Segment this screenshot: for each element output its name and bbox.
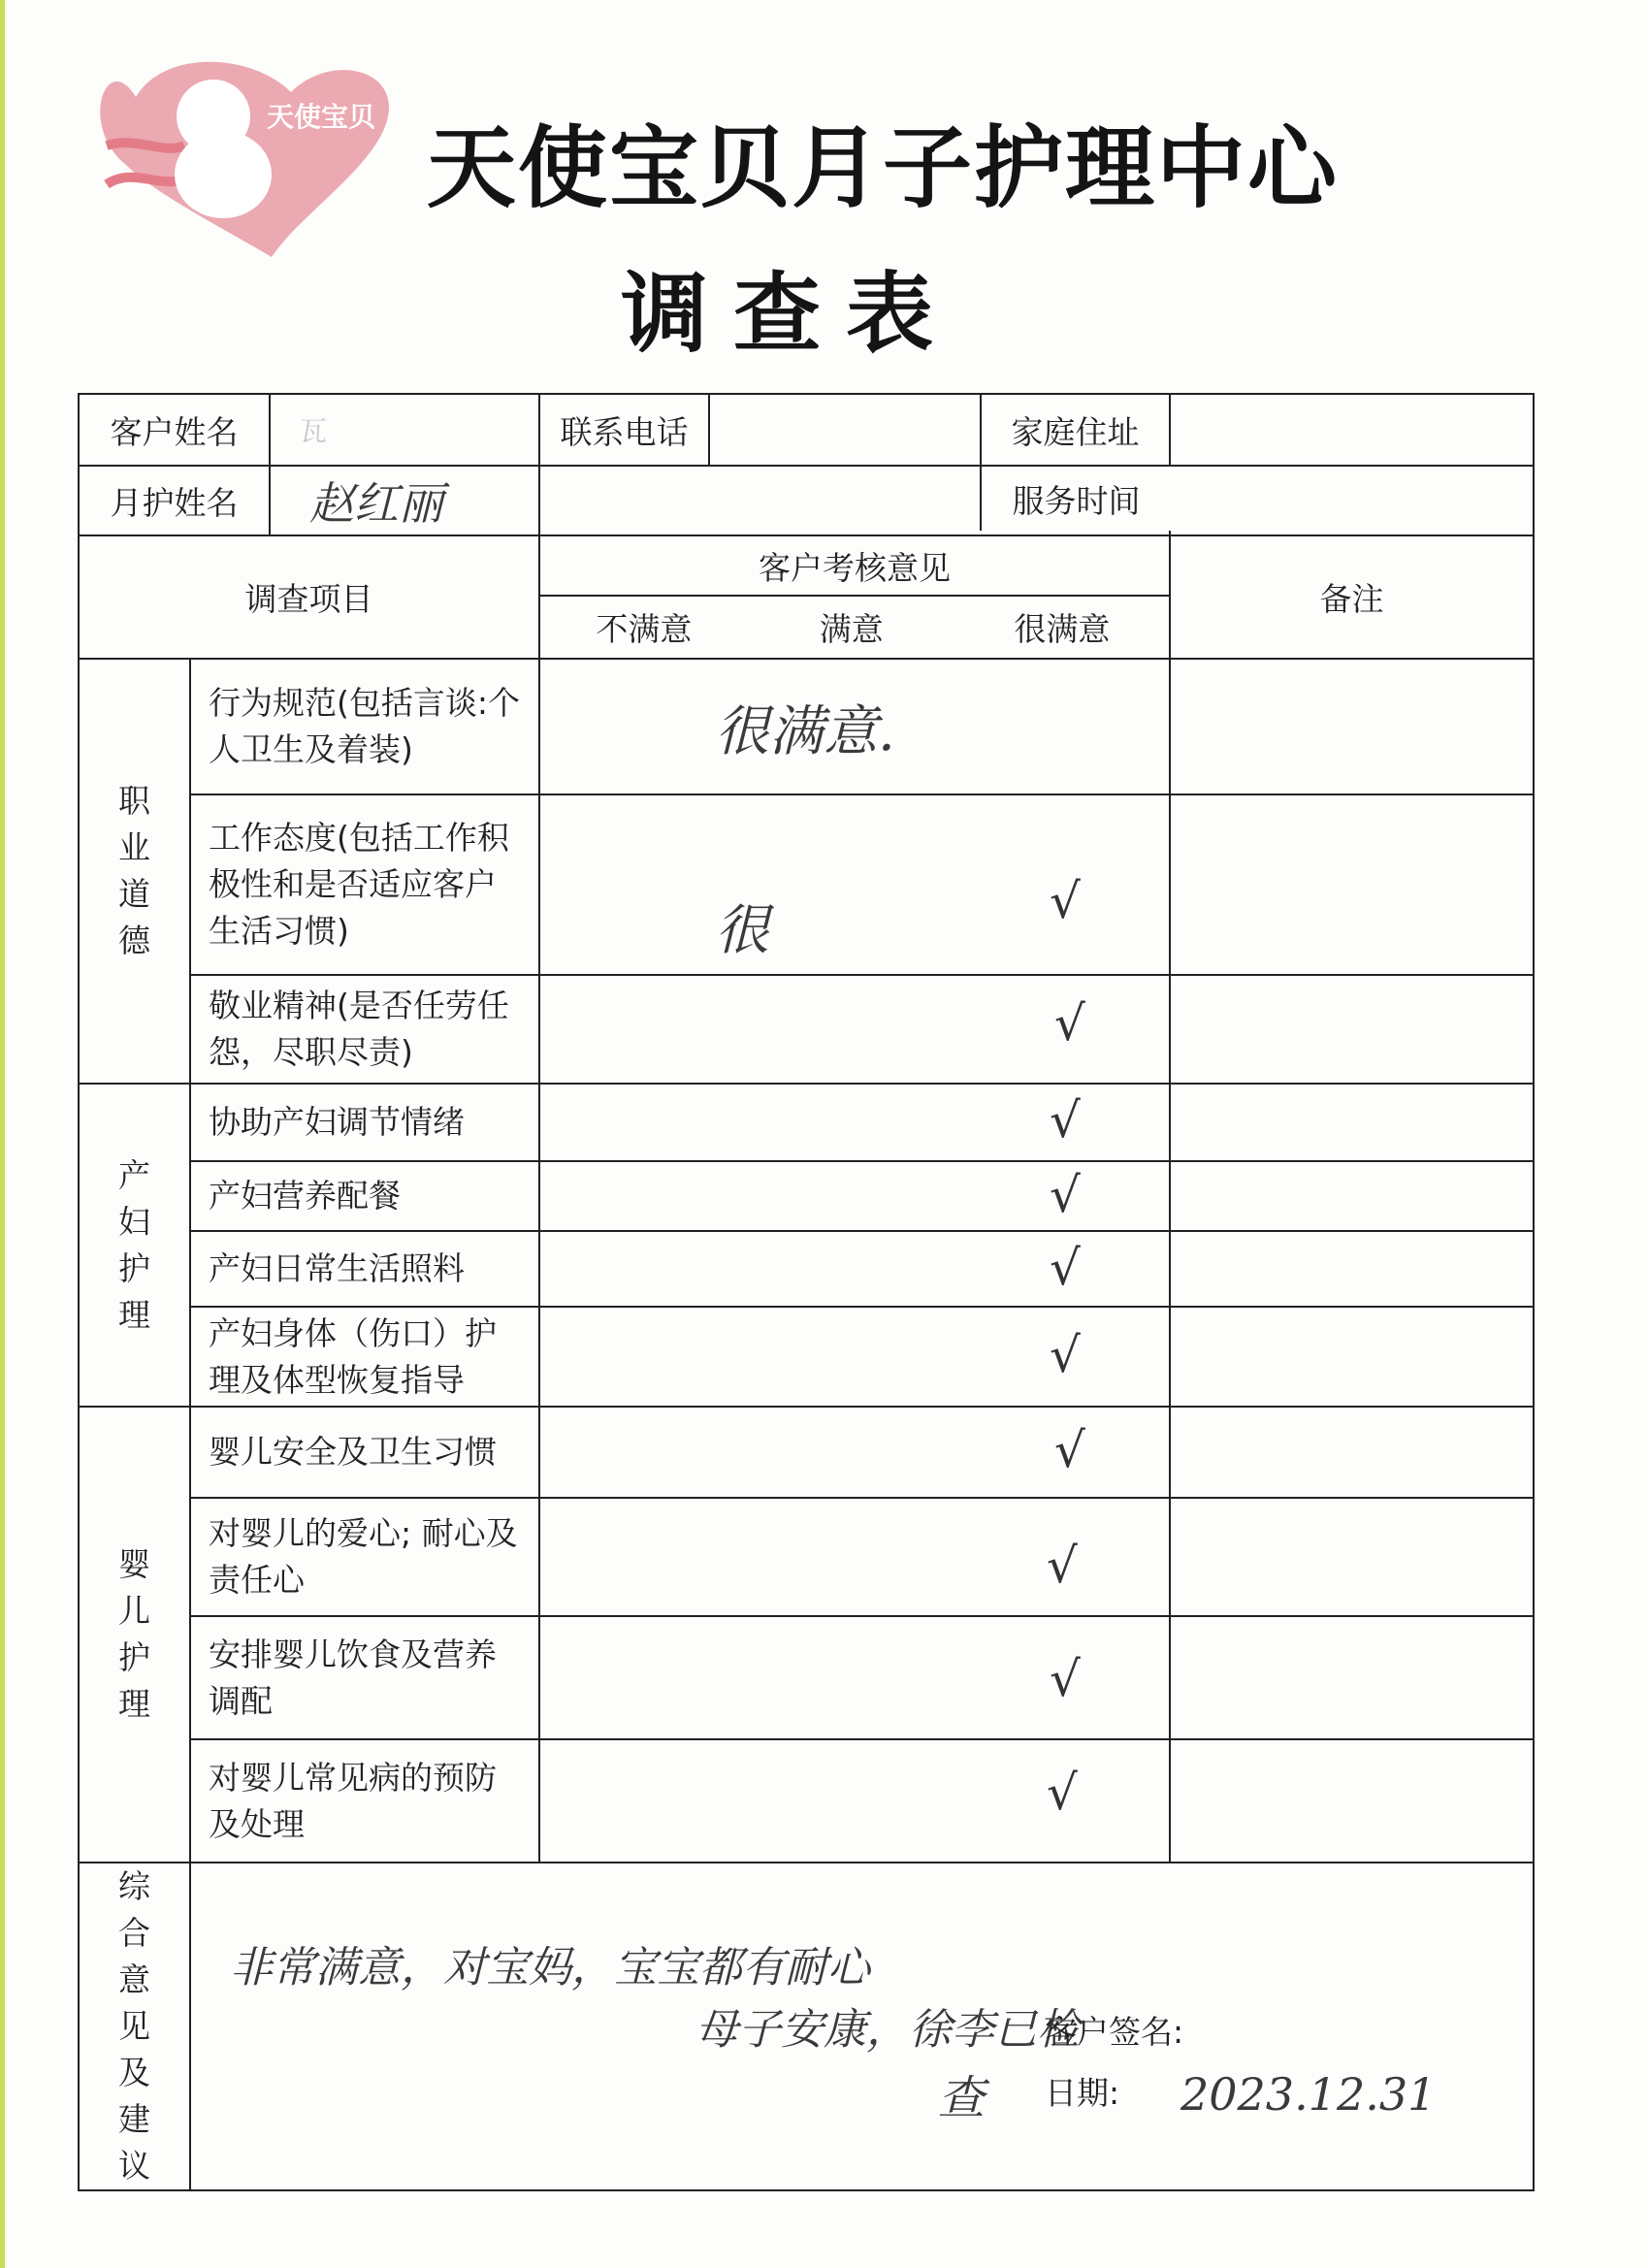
customer-info-cell [79, 394, 539, 466]
item-column-header: 调查项目 [79, 535, 539, 659]
address-label: 家庭住址 [981, 394, 1170, 466]
dissatisfied-header: 不满意 [596, 610, 693, 648]
item-recovery: 产妇身体（伤口）护理及体型恢复指导 [190, 1307, 539, 1407]
remark-nutrition [1170, 1161, 1534, 1231]
check-mark: √ [1050, 1327, 1081, 1383]
comment-line-1: 非常满意，对宝妈，宝宝都有耐心 [230, 1943, 870, 1993]
remark-column-header: 备注 [1170, 535, 1534, 659]
category-mother-care: 产妇护理 [79, 1084, 190, 1407]
check-mark: √ [1050, 1651, 1081, 1707]
nurse-info-cell [79, 466, 539, 535]
nurse-name-label: 月护姓名 [80, 467, 271, 535]
comment-line-2: 母子安康，徐李已检 [695, 2005, 1080, 2055]
address-value [1170, 394, 1534, 466]
rating-behavior [539, 659, 1170, 794]
handwritten-very-satisfied: 很满意. [715, 700, 895, 763]
rating-baby-love [539, 1498, 1170, 1616]
remark-baby-diet [1170, 1616, 1534, 1739]
rating-emotion [539, 1084, 1170, 1161]
item-baby-diet: 安排婴儿饮食及营养调配 [190, 1616, 539, 1739]
opinion-header-label: 客户考核意见 [540, 536, 1169, 597]
category-ethics: 职业道德 [79, 659, 190, 1084]
item-dedication: 敬业精神(是否任劳任怨，尽职尽责) [190, 975, 539, 1084]
check-mark: √ [1047, 1765, 1078, 1821]
service-time-cell [1170, 466, 1534, 535]
very-satisfied-header: 很满意 [1014, 610, 1111, 648]
rating-baby-illness [539, 1739, 1170, 1863]
logo-text: 天使宝贝 [267, 101, 376, 133]
customer-name-label: 客户姓名 [80, 395, 271, 465]
handwritten-very: 很 [715, 899, 770, 962]
remark-baby-love [1170, 1498, 1534, 1616]
remark-baby-illness [1170, 1739, 1534, 1863]
remark-recovery [1170, 1307, 1534, 1407]
page-title: 天使宝贝月子护理中心 [427, 116, 1340, 220]
date-value: 2023.12.31 [1180, 2068, 1437, 2121]
rating-baby-diet [539, 1616, 1170, 1739]
satisfied-header: 满意 [819, 610, 884, 648]
category-baby-care: 婴儿护理 [79, 1407, 190, 1863]
page-subtitle: 调查表 [621, 263, 958, 365]
check-mark: √ [1054, 1422, 1085, 1478]
check-mark: √ [1050, 1240, 1081, 1296]
rating-daily-care [539, 1231, 1170, 1307]
remark-attitude [1170, 794, 1534, 975]
opinion-column-header [539, 535, 1170, 659]
signature-label: 客户签名: [1045, 2013, 1184, 2051]
service-time-label: 服务时间 [980, 467, 1171, 531]
item-baby-illness: 对婴儿常见病的预防及处理 [190, 1739, 539, 1863]
remark-emotion [1170, 1084, 1534, 1161]
angel-baby-logo [97, 58, 407, 262]
comment-line-3: 查 [938, 2071, 986, 2125]
rating-dedication [539, 975, 1170, 1084]
phone-value [709, 394, 981, 466]
check-mark: √ [1054, 995, 1085, 1052]
rating-nutrition [539, 1161, 1170, 1231]
date-label: 日期: [1045, 2074, 1120, 2112]
remark-dedication [1170, 975, 1534, 1084]
nurse-name-value: 赵红丽 [309, 477, 443, 530]
check-mark: √ [1050, 1167, 1081, 1223]
item-baby-safety: 婴儿安全及卫生习惯 [190, 1407, 539, 1498]
remark-behavior [1170, 659, 1534, 794]
customer-name-value: 瓦 [300, 415, 328, 447]
check-mark: √ [1047, 1538, 1078, 1594]
comments-area [190, 1863, 1534, 2190]
item-baby-love: 对婴儿的爱心; 耐心及责任心 [190, 1498, 539, 1616]
rating-baby-safety [539, 1407, 1170, 1498]
comments-label: 综合意见及建议 [79, 1863, 190, 2190]
item-nutrition: 产妇营养配餐 [190, 1161, 539, 1231]
item-emotion: 协助产妇调节情绪 [190, 1084, 539, 1161]
check-mark: √ [1050, 873, 1081, 929]
item-attitude: 工作态度(包括工作积极性和是否适应客户生活习惯) [190, 794, 539, 975]
survey-table [78, 393, 1535, 2191]
page-edge [0, 0, 5, 2268]
remark-daily-care [1170, 1231, 1534, 1307]
rating-attitude [539, 794, 1170, 975]
phone-label: 联系电话 [539, 394, 709, 466]
rating-recovery [539, 1307, 1170, 1407]
remark-baby-safety [1170, 1407, 1534, 1498]
item-daily-care: 产妇日常生活照料 [190, 1231, 539, 1307]
check-mark: √ [1050, 1092, 1081, 1149]
item-behavior: 行为规范(包括言谈:个人卫生及着装) [190, 659, 539, 794]
